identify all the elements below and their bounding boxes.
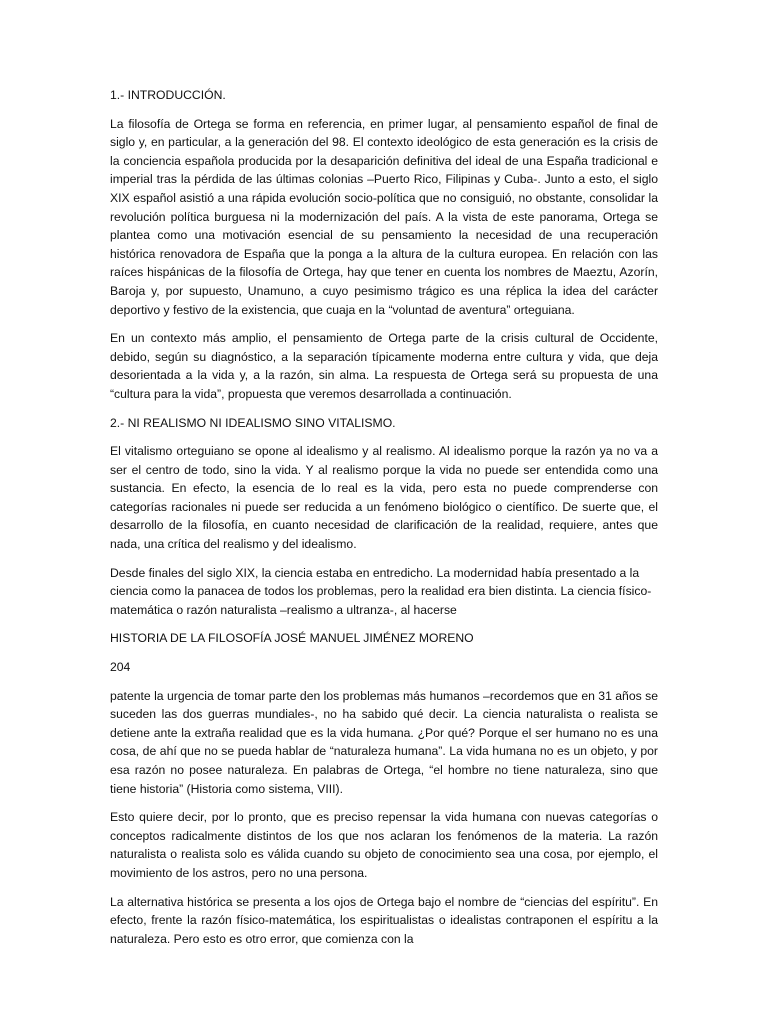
section-heading-introduccion: 1.- INTRODUCCIÓN. xyxy=(110,88,226,102)
paragraph: patente la urgencia de tomar parte den los problemas más humanos –recordemos que en 31 años se suceden las dos guerras mundiales-, no ha sabido qué decir. La ciencia naturalista o realista se detiene ante la extraña realidad que es la vida humana. ¿Por qué? Porque el ser humano no es una cosa, de ahí que no se pueda hablar de “naturaleza humana”. La vida humana no es un objeto, y por esa razón no posee naturaleza. En palabras de Ortega, “el hombre no tiene naturaleza, sino que tiene historia” (Historia como sistema, VIII). xyxy=(110,688,658,796)
paragraph: Desde finales del siglo XIX, la ciencia estaba en entredicho. La modernidad había presentado a la ciencia como la panacea de todos los problemas, pero la realidad era bien distinta. La ciencia físico-matemática o razón naturalista –realismo a ultranza-, al hacerse xyxy=(110,565,652,617)
section-heading-vitalismo: 2.- NI REALISMO NI IDEALISMO SINO VITALISMO. xyxy=(110,415,396,430)
running-header: HISTORIA DE LA FILOSOFÍA JOSÉ MANUEL JIMÉNEZ MORENO xyxy=(110,631,474,646)
paragraph: El vitalismo orteguiano se opone al idealismo y al realismo. Al idealismo porque la razón ya no va a ser el centro de todo, sino la vida. Y al realismo porque la vida no puede ser entendida como una sustancia. En efecto, la esencia de lo real es la vida, pero esta no puede comprenderse con categorías racionales ni puede ser reducida a un fenómeno biológico o científico. De suerte que, el desarrollo de la filosofía, en cuanto necesidad de clarificación de la realidad, requiere, antes que nada, una crítica del realismo y del idealismo. xyxy=(110,444,658,552)
paragraph: La alternativa histórica se presenta a los ojos de Ortega bajo el nombre de “ciencias del espíritu”. En efecto, frente la razón físico-matemática, los espiritualistas o idealistas contraponen el espíritu a la naturaleza. Pero esto es otro error, que comienza con la xyxy=(110,894,658,946)
page-number: 204 xyxy=(110,660,131,675)
paragraph: En un contexto más amplio, el pensamiento de Ortega parte de la crisis cultural de Occidente, debido, según su diagnóstico, a la separación típicamente moderna entre cultura y vida, que deja desorientada a la vida y, a la razón, sin alma. La respuesta de Ortega será su propuesta de una “cultura para la vida”, propuesta que veremos desarrollada a continuación. xyxy=(110,331,658,401)
paragraph: Esto quiere decir, por lo pronto, que es preciso repensar la vida humana con nuevas categorías o conceptos radicalmente distintos de los que nos aclaran los fenómenos de la materia. La razón naturalista o realista solo es válida cuando su objeto de conocimiento sea una cosa, por ejemplo, el movimiento de los astros, pero no una persona. xyxy=(110,810,658,880)
paragraph: La filosofía de Ortega se forma en referencia, en primer lugar, al pensamiento español de final de siglo y, en particular, a la generación del 98. El contexto ideológico de esta generación es la crisis de la conciencia española producida por la desaparición definitiva del ideal de una España tradicional e imperial tras la pérdida de las últimas colonias –Puerto Rico, Filipinas y Cuba-. Junto a esto, el siglo XIX español asistió a una rápida evolución socio-política que no consiguió, no obstante, consolidar la revolución política burguesa ni la modernización del país. A la vista de este panorama, Ortega se plantea como una motivación esencial de su pensamiento la necesidad de una recuperación histórica renovadora de España que la ponga a la altura de la cultura europea. En relación con las raíces hispánicas de la filosofía de Ortega, hay que tener en cuenta los nombres de Maeztu, Azorín, Baroja y, por supuesto, Unamuno, a cuyo pesimismo trágico es una réplica la idea del carácter deportivo y festivo de la existencia, que cuaja en la “voluntad de aventura” orteguiana. xyxy=(110,116,658,317)
